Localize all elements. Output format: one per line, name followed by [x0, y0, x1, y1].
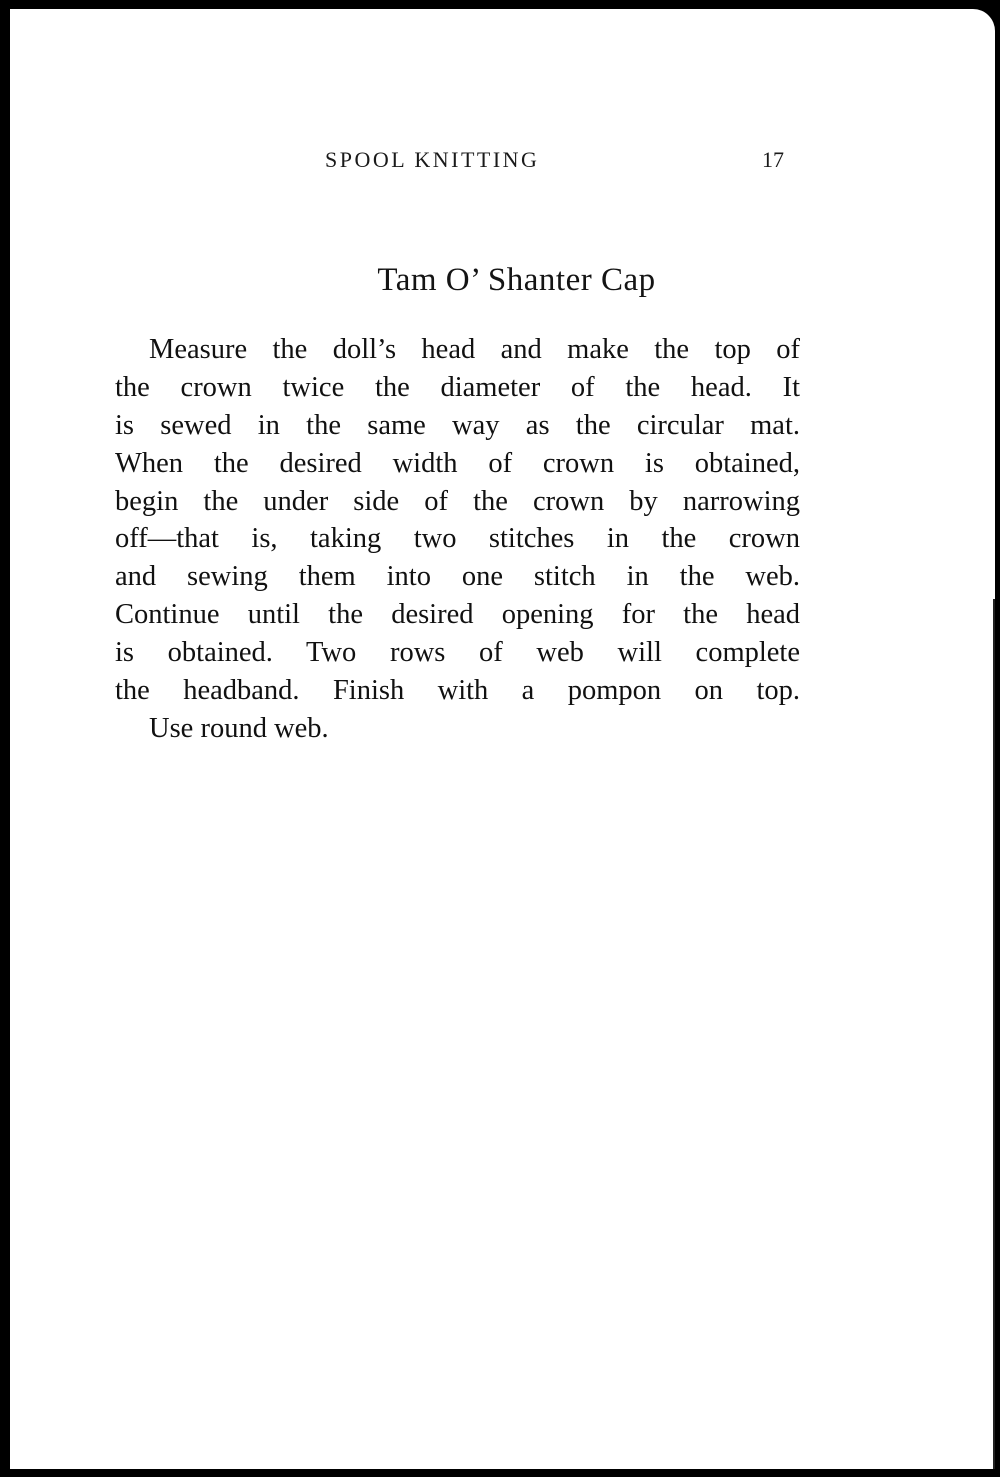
text-line: and sewing them into one stitch in the web.: [115, 561, 800, 593]
running-head-title: SPOOL KNITTING: [325, 147, 540, 172]
text-line: is sewed in the same way as the circular mat.: [115, 409, 800, 441]
text-line: begin the under side of the crown by narrowing: [115, 485, 800, 517]
page-edge-shadow: [993, 599, 995, 1469]
page-number: 17: [762, 147, 784, 172]
text-line: the headband. Finish with a pompon on top.: [115, 675, 800, 707]
text-line: the crown twice the diameter of the head. It: [115, 371, 800, 403]
section-title: Tam O’ Shanter Cap: [377, 262, 656, 298]
text-line: Measure the doll’s head and make the top of: [149, 334, 800, 365]
book-page: [10, 9, 995, 1469]
text-line: Continue until the desired opening for the head: [115, 599, 800, 631]
running-head: [10, 147, 995, 177]
text-line: is obtained. Two rows of web will complete: [115, 637, 800, 669]
body-paragraph: [115, 331, 800, 748]
text-line: Use round web.: [149, 712, 329, 744]
text-line: When the desired width of crown is obtained,: [115, 447, 800, 479]
text-line: off—that is, taking two stitches in the crown: [115, 523, 800, 555]
